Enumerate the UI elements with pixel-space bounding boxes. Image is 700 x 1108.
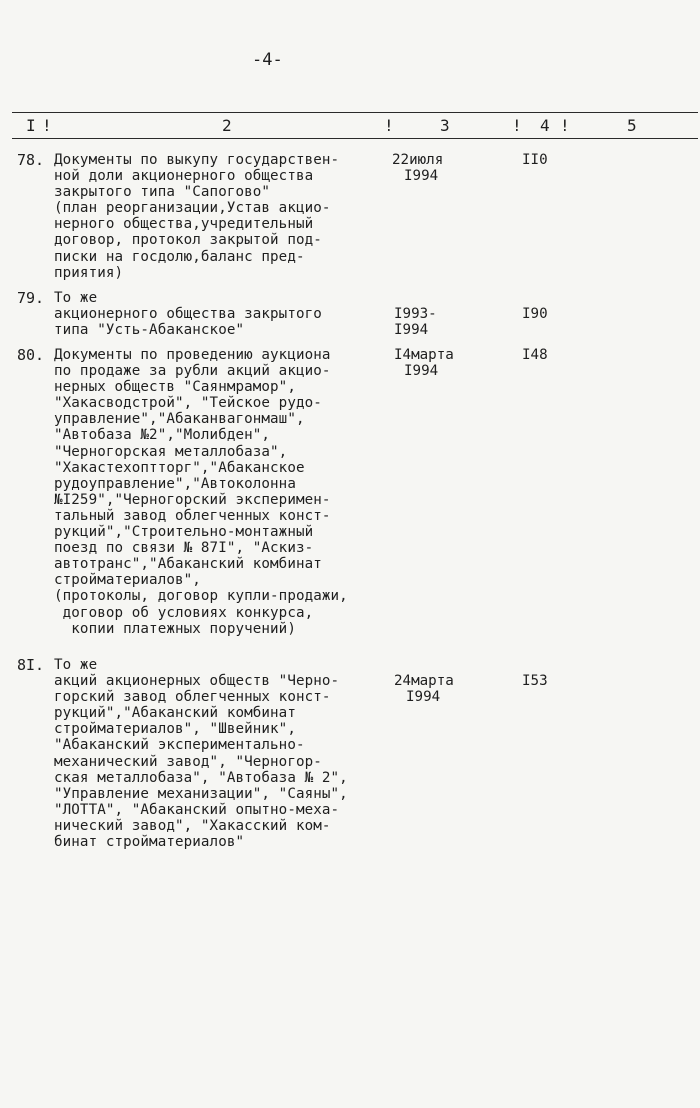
table-top-rule — [12, 112, 698, 113]
row-number: 80. — [17, 346, 45, 364]
row-number: 78. — [17, 151, 45, 169]
row-number: 8I. — [17, 656, 45, 674]
header-col-1: I — [26, 116, 36, 135]
row-date: 24марта I994 — [394, 673, 454, 706]
row-description: Документы по выкупу государствен- ной доли акционерного общества закрытого типа "Сапогово" (план реорганизации,Устав акцио- нерного общества,учредительный договор, протокол закрытой под- писки на госдолю,баланс пред- приятия) — [54, 152, 340, 281]
row-sheet-count: I48 — [522, 347, 548, 363]
header-col-3: 3 — [440, 116, 450, 135]
header-bottom-rule — [12, 138, 698, 139]
row-sheet-count: I53 — [522, 673, 548, 689]
row-sheet-count: II0 — [522, 152, 548, 168]
row-description: Документы по проведению аукциона по продаже за рубли акций акцио- нерных обществ "Саянмрамор", "Хакасводстрой", "Тейское рудо- управление","Абаканвагонмаш", "Автобаза №2","Молибден", "Черногорская металлобаза", "Хакастехоптторг","Абаканское рудоуправление","Автоколонна №I259","Черногорский эксперимен- тальный завод облегченных конст- рукций","Строительно-монтажный поезд по связи № 87I", "Аскиз- автотранс","Абаканский комбинат стройматериалов", (протоколы, договор купли-продажи, договор об условиях конкурса, копии платежных поручений) — [54, 347, 348, 637]
header-divider: ! — [560, 116, 570, 135]
row-date: I4марта I994 — [394, 347, 454, 380]
row-date: 22июля I994 — [392, 152, 444, 185]
page-number: -4- — [252, 50, 283, 70]
header-col-2: 2 — [222, 116, 232, 135]
header-divider: ! — [42, 116, 52, 135]
header-divider: ! — [384, 116, 394, 135]
header-col-4: 4 — [540, 116, 550, 135]
row-number: 79. — [17, 289, 45, 307]
header-col-5: 5 — [627, 116, 637, 135]
row-date: I993- I994 — [394, 306, 437, 339]
row-description: То же акционерного общества закрытого типа "Усть-Абаканское" — [54, 290, 322, 339]
row-sheet-count: I90 — [522, 306, 548, 322]
header-divider: ! — [512, 116, 522, 135]
row-description: То же акций акционерных обществ "Черно- горский завод облегченных конст- рукций","Абаканский комбинат стройматериалов", "Швейник", "Абаканский экспериментально- механический завод", "Черногор- ская металлобаза", "Автобаза № 2", "Управление механизации", "Саяны", "ЛОТТА", "Абаканский опытно-меха- нический завод", "Хакасский ком- бинат стройматериалов" — [54, 657, 348, 851]
